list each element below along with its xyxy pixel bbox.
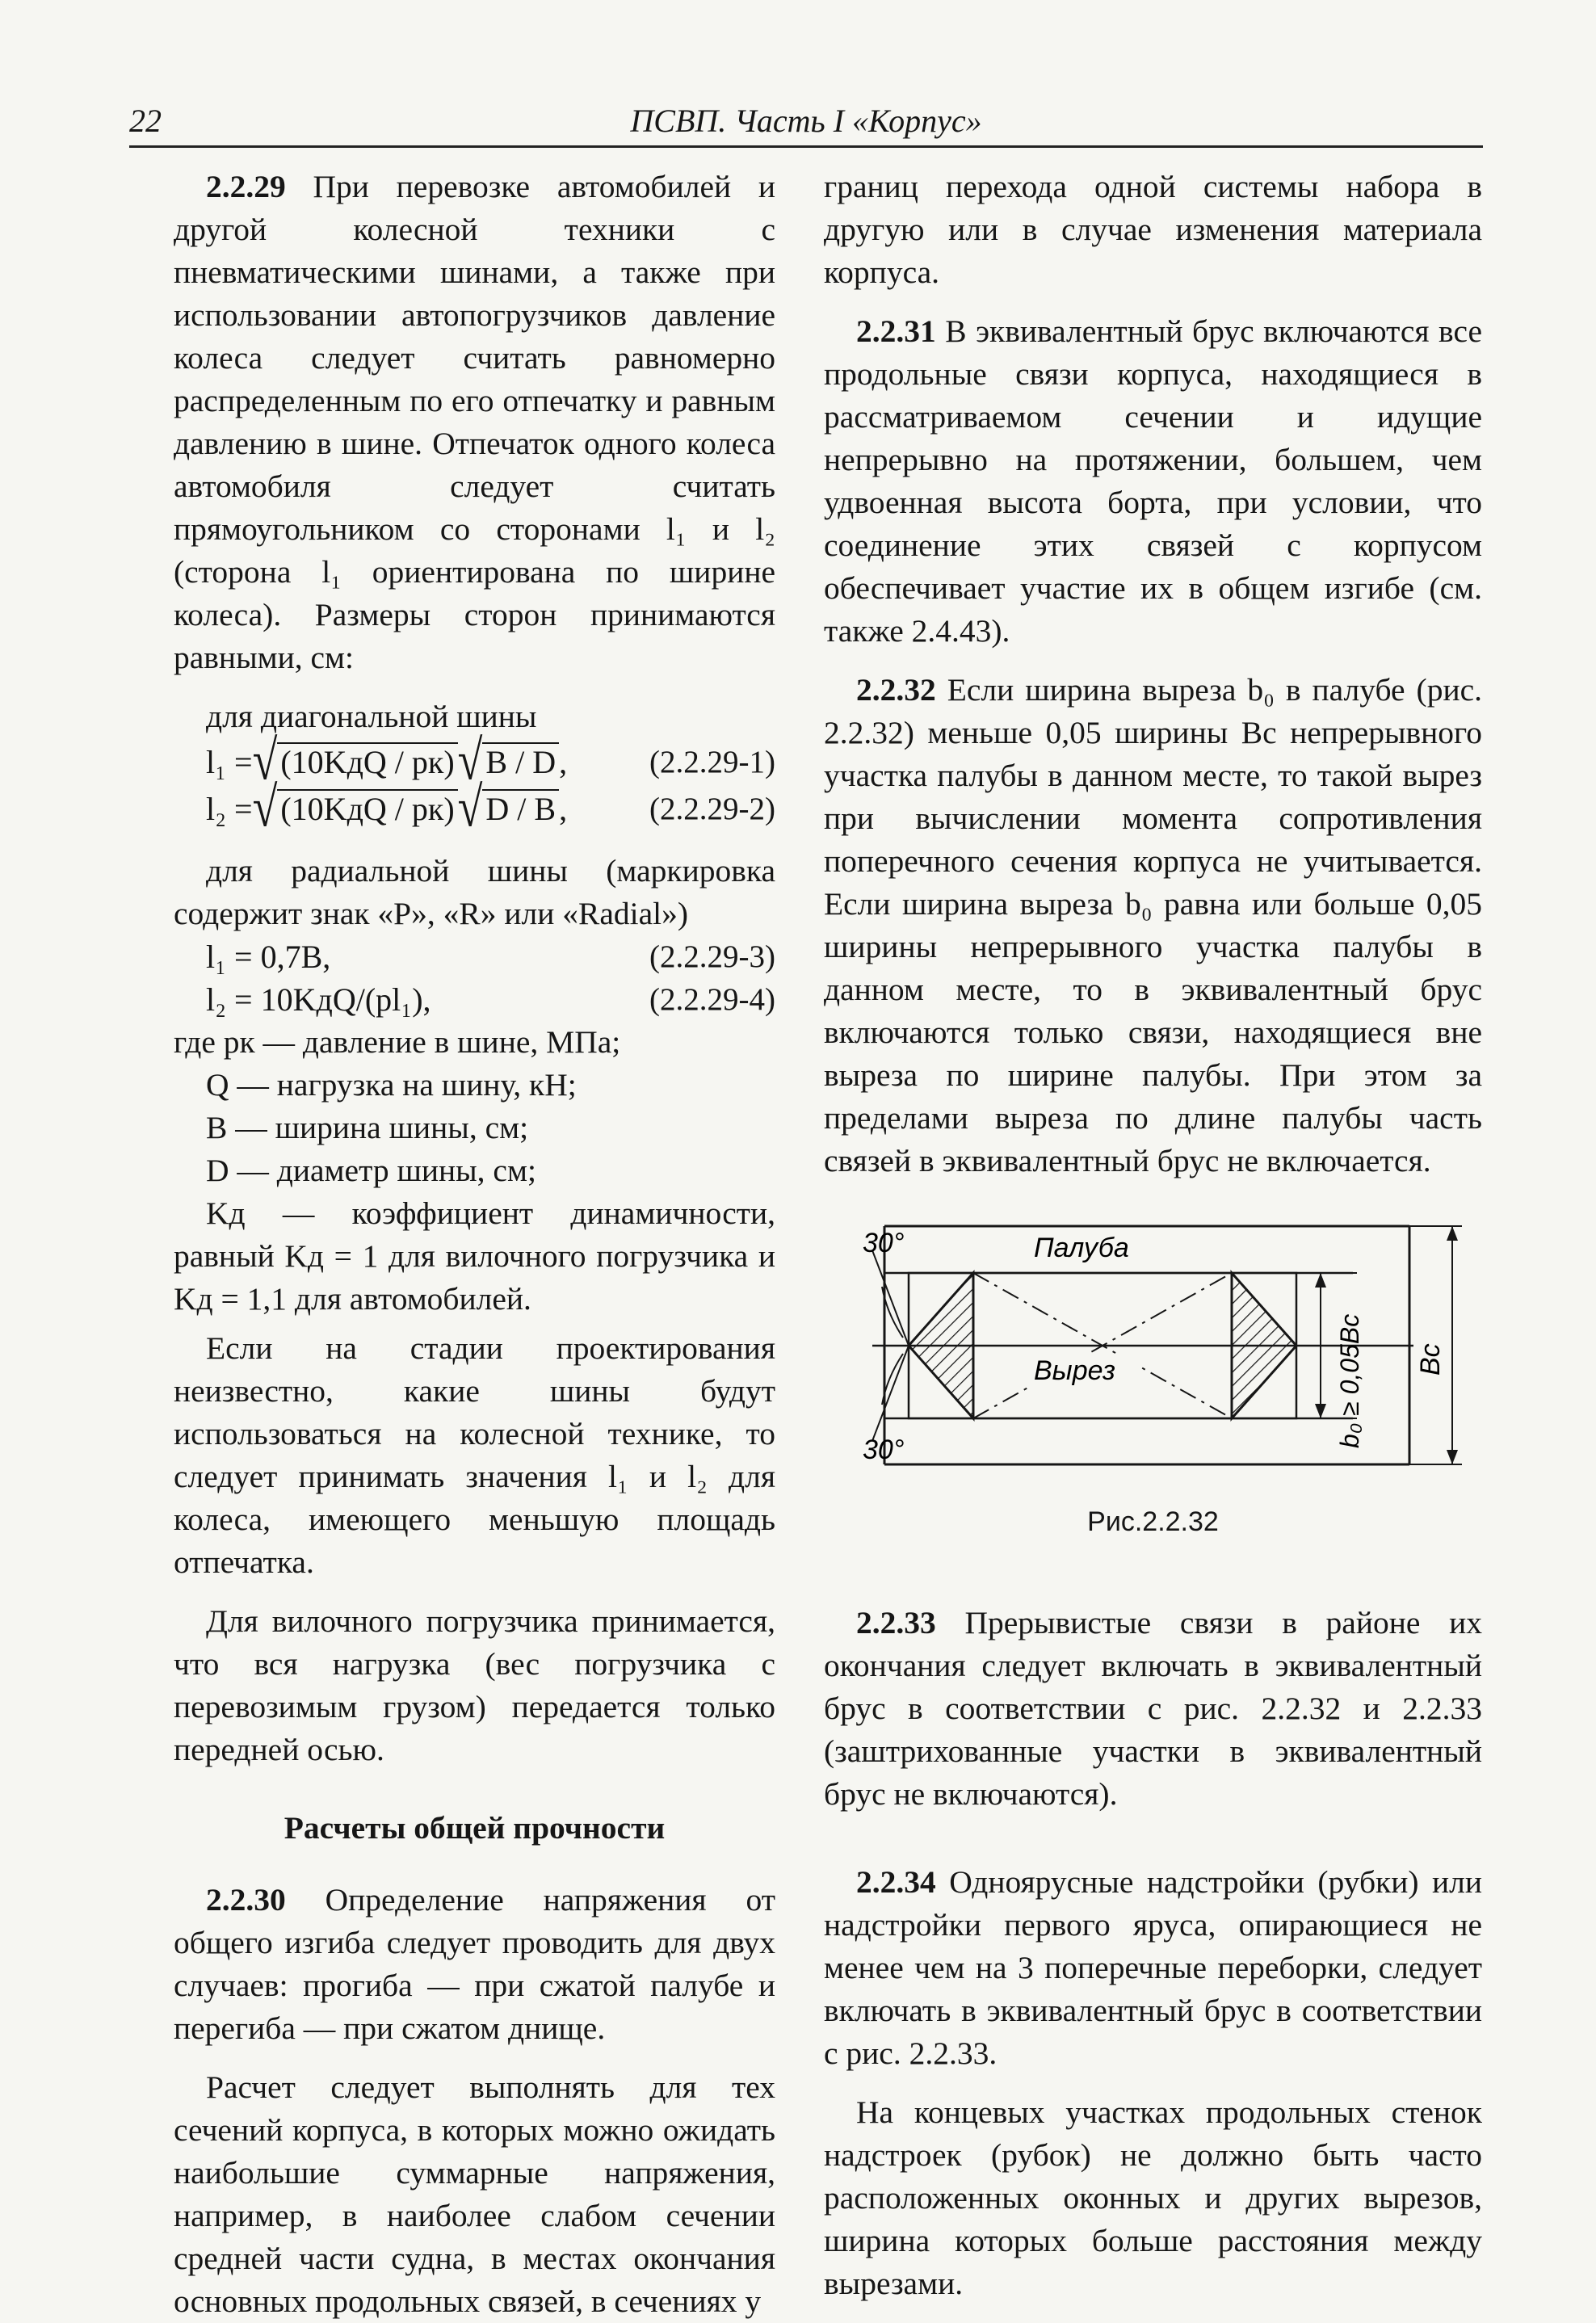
dim-b0-arrow-bottom	[1315, 1404, 1326, 1418]
formula-expression	[174, 776, 568, 839]
hatched-zone-right	[1232, 1273, 1296, 1418]
radial-tyre-label: для радиальной шины (маркировка содержит знак «P», «R» или «Radial»)	[174, 853, 775, 931]
paragraph-text: Определение напряжения от общего изгиба следует проводить для двух случаев: прогиба — при сжатой палубе и перегиба — при сжатом днище.	[174, 1882, 775, 2046]
radical-sign: √	[252, 776, 278, 839]
clause-number: 2.2.32	[856, 672, 936, 708]
radical-sign: √	[457, 729, 483, 792]
section-heading: Расчеты общей прочности	[284, 1810, 666, 1846]
deck-cutout-diagram	[824, 1218, 1482, 1485]
sqrt-group	[252, 729, 458, 792]
running-title: ПСВП. Часть I «Корпус»	[630, 103, 982, 139]
radical-sign: √	[252, 729, 278, 792]
formula-number: (2.2.29-2)	[649, 791, 775, 826]
definition-q: Q — нагрузка на шину, кН;	[206, 1067, 577, 1103]
deck-label: Палуба	[1034, 1233, 1129, 1263]
dim-bc-arrow-bottom	[1447, 1450, 1458, 1464]
radicand: (10KдQ / pк)	[277, 789, 457, 828]
figure-caption: Рис.2.2.32	[1087, 1506, 1219, 1537]
formula-tail: ,	[559, 790, 568, 827]
sqrt-group	[457, 776, 559, 839]
sqrt-group	[252, 776, 458, 839]
formula-2-2-29-4	[174, 978, 775, 1021]
clause-number: 2.2.30	[206, 1882, 286, 1918]
formula-expression: l₁ = 0,7B,	[206, 939, 331, 975]
paragraph-tyres-unknown: Если на стадии проектирования неизвестно, какие шины будут использоваться на колесной технике, то следует принимать значения l₁ и l₂ для колеса, имеющего меньшую площадь отпечатка.	[174, 1330, 775, 1580]
formula-expression	[174, 729, 568, 792]
angle-label-bottom: 30°	[863, 1435, 905, 1465]
paragraph-text: Одноярусные надстройки (рубки) или надстройки первого яруса, опирающиеся не менее чем на 3 поперечные переборки, следует включать в эквивалентный брус в соответствии с рис. 2.2.33.	[824, 1864, 1482, 2071]
paragraph-text: Прерывистые связи в районе их окончания следует включать в эквивалентный брус в соответствии с рис. 2.2.32 и 2.2.33 (заштрихованные участки в эквивалентный брус не включаются).	[824, 1605, 1482, 1812]
left-column	[174, 166, 775, 2323]
paragraph-text: В эквивалентный брус включаются все продольные связи корпуса, находящиеся в рассматриваемом сечении и идущие непрерывно на протяжении, большем, чем удвоенная высота борта, при условии, что соединение этих связей с корпусом обеспечивает участие их в общем изгибе (см. также 2.4.43).	[824, 313, 1482, 649]
angle-label-top: 30°	[863, 1228, 905, 1258]
angle-leader-top	[872, 1250, 909, 1346]
paragraph-forklift: Для вилочного погрузчика принимается, что вся нагрузка (вес погрузчика с перевозимым грузом) передается только передней осью.	[174, 1603, 775, 1767]
formula-2-2-29-2	[174, 776, 775, 839]
paragraph-2-2-33	[824, 1602, 1482, 1816]
paragraph-text: При перевозке автомобилей и другой колесной техники с пневматическими шинами, а также при использовании автопогрузчиков давление колеса следует считать равномерно распределенным по его отпечатку и равным давлению в шине. Отпечаток одного колеса автомобиля следует считать прямоугольником со сторонами l₁ и l₂ (сторона l₁ ориентирована по ширине колеса). Размеры сторон принимаются равными, см:	[174, 169, 775, 675]
diagonal-tyre-label: для диагональной шины	[206, 699, 537, 734]
page-number: 22	[129, 103, 162, 139]
paragraph-2-2-30	[174, 1879, 775, 2050]
formula-lhs: l₁ =	[206, 743, 253, 780]
dim-bc-arrow-top	[1447, 1226, 1458, 1241]
radical-sign: √	[457, 776, 483, 839]
formula-tail: ,	[559, 743, 568, 780]
formula-expression: l₂ = 10KдQ/(pl₁),	[206, 981, 431, 1018]
cutout-label: Вырез	[1034, 1355, 1115, 1386]
formula-number: (2.2.29-1)	[649, 744, 775, 779]
paragraph-calculation: Расчет следует выполнять для тех сечений корпуса, в которых можно ожидать наибольшие суммарные напряжения, например, в наиболее слабом сечении средней части судна, в местах окончания основных продольных связей, в сечениях у	[174, 2069, 775, 2319]
paragraph-text: Если ширина выреза b₀ в палубе (рис. 2.2.32) меньше 0,05 ширины Bс непрерывного участка палубы в данном месте, то такой вырез при вычислении момента сопротивления поперечного сечения корпуса не учитывается. Если ширина выреза b₀ равна или больше 0,05 ширины непрерывного участка палубы в данном месте, то в эквивалентный брус включаются только связи, находящиеся вне выреза по ширине палубы. При этом за пределами выреза по длине палубы часть связей в эквивалентный брус не включается.	[824, 672, 1482, 1178]
definition-d: D — диаметр шины, см;	[206, 1153, 536, 1188]
angle-leader-bottom	[872, 1346, 909, 1441]
paragraph-2-2-34	[824, 1861, 1482, 2075]
clause-number: 2.2.29	[206, 169, 286, 204]
formula-number: (2.2.29-3)	[649, 939, 775, 974]
clause-number: 2.2.33	[856, 1605, 936, 1640]
sqrt-group	[457, 729, 559, 792]
clause-number: 2.2.34	[856, 1864, 936, 1900]
clause-number: 2.2.31	[856, 313, 936, 349]
dim-b0-label: b₀ ≥ 0,05Bс	[1335, 1313, 1364, 1448]
dim-b0-arrow-top	[1315, 1273, 1326, 1288]
formula-2-2-29-3	[174, 935, 775, 978]
formula-lhs: l₂ =	[206, 790, 253, 827]
paragraph-continuation: границ перехода одной системы набора в другую или в случае изменения материала корпуса.	[824, 169, 1482, 290]
running-header	[129, 95, 1483, 148]
radicand: B / D	[482, 742, 559, 781]
definition-b: B — ширина шины, см;	[206, 1110, 529, 1145]
paragraph-end-sections: На концевых участках продольных стенок надстроек (рубок) не должно быть часто расположенных оконных и других вырезов, ширина которых больше расстояния между вырезами.	[824, 2094, 1482, 2301]
paragraph-2-2-32	[824, 669, 1482, 1183]
radicand: (10KдQ / pк)	[277, 742, 457, 781]
radicand: D / B	[482, 789, 559, 828]
figure-2-2-32	[824, 1218, 1482, 1485]
formula-number: (2.2.29-4)	[649, 982, 775, 1017]
hatched-zone-left	[909, 1273, 973, 1418]
paragraph-2-2-31	[824, 310, 1482, 653]
dim-bc-label: Bс	[1415, 1343, 1446, 1376]
paragraph-2-2-29	[174, 166, 775, 679]
definition-kd: Kд — коэффициент динамичности, равный Kд = 1 для вилочного погрузчика и Kд = 1,1 для автомобилей.	[174, 1195, 775, 1317]
right-column	[824, 166, 1482, 2305]
definition-pk: где pк — давление в шине, МПа;	[174, 1024, 621, 1060]
